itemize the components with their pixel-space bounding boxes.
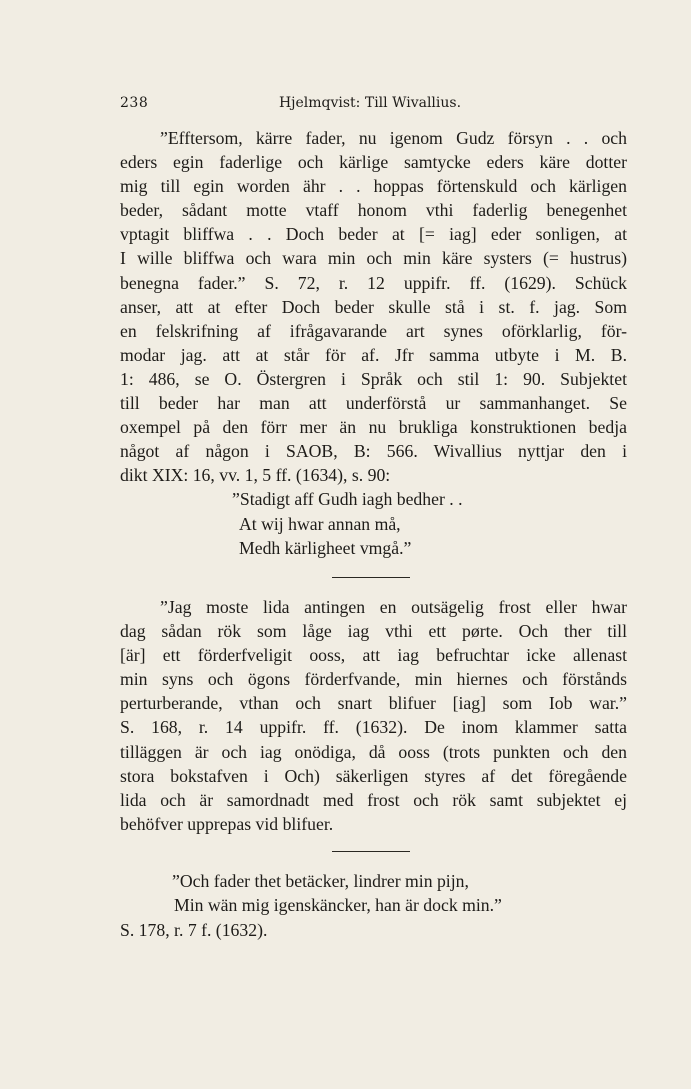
text-line: behöfver upprepas vid blifuer. xyxy=(120,813,334,834)
text-line: beder, sådant motte vtaff honom vthi faderlig benegenhet xyxy=(120,200,627,221)
text-line: mig till egin worden ähr . . hoppas förtenskuld och kärligen xyxy=(120,176,627,197)
verse-line: ”Och fader thet betäcker, lindrer min pijn, xyxy=(172,871,469,891)
text-line: 1: 486, se O. Östergren i Språk och stil 1: 90. Subjektet xyxy=(120,368,627,389)
text-line: lida och är samordnadt med frost och rök samt subjektet ej xyxy=(120,789,627,810)
text-line: en felskrifning af ifrågavarande art synes oförklarlig, för- xyxy=(120,320,627,341)
text-line: benegna fader.” S. 72, r. 12 uppifr. ff. (1629). Schück xyxy=(120,272,627,293)
section-3 xyxy=(120,869,627,942)
section-2 xyxy=(120,595,627,836)
section-divider xyxy=(332,577,410,578)
section-1 xyxy=(120,126,627,560)
text-line: ”Efftersom, kärre fader, nu igenom Gudz försyn . . och xyxy=(160,128,627,148)
verse-line: Min wän mig igenskäncker, han är dock min.” xyxy=(174,895,502,916)
text-line: till beder har man att underförstå ur sammanhanget. Se xyxy=(120,393,627,414)
section-divider xyxy=(332,851,410,852)
paragraph-2 xyxy=(120,595,627,836)
running-title: Hjelmqvist: Till Wivallius. xyxy=(278,95,462,111)
text-line: tilläggen är och iag onödiga, då ooss (trots punkten och den xyxy=(120,741,627,762)
verse-line: Medh kärligheet vmgå.” xyxy=(239,538,412,558)
verse-quote-2 xyxy=(120,869,627,942)
text-line: dag sådan rök som låge iag vthi ett pørte. Och ther till xyxy=(120,621,627,642)
citation: S. 178, r. 7 f. (1632). xyxy=(120,919,268,940)
verse-quote-1 xyxy=(120,487,627,560)
text-line: ”Jag moste lida antingen en outsägelig frost eller hwar xyxy=(160,597,627,617)
page-number: 238 xyxy=(120,95,149,111)
text-line: perturberande, vthan och snart blifuer [iag] som Iob war.” xyxy=(120,693,627,714)
text-line: stora bokstafven i Och) säkerligen styres af det föregående xyxy=(120,765,627,786)
text-line: [är] ett förderfveligit ooss, att iag befruchtar icke allenast xyxy=(120,645,627,666)
text-line: min syns och ögons förderfvande, min hiernes och förstånds xyxy=(120,669,627,690)
text-line: S. 168, r. 14 uppifr. ff. (1632). De inom klammer satta xyxy=(120,717,627,738)
text-line: dikt XIX: 16, vv. 1, 5 ff. (1634), s. 90: xyxy=(120,465,391,486)
verse-line: ”Stadigt aff Gudh iagh bedher . . xyxy=(232,489,463,510)
verse-line: At wij hwar annan må, xyxy=(239,513,401,534)
text-line: anser, att at efter Doch beder skulle stå i st. f. jag. Som xyxy=(120,296,627,317)
paragraph-1 xyxy=(120,126,627,487)
text-line: eders egin faderlige och kärlige samtycke eders käre dotter xyxy=(120,152,627,173)
text-line: något af någon i SAOB, B: 566. Wivallius nyttjar den i xyxy=(120,441,627,462)
text-line: oxempel på den förr mer än nu brukliga konstruktionen bedja xyxy=(120,417,627,438)
text-line: modar jag. att at står för af. Jfr samma utbyte i M. B. xyxy=(120,344,627,365)
page-header xyxy=(120,91,620,115)
text-line: vptagit bliffwa . . Doch beder at [= iag] eder sonligen, at xyxy=(120,224,627,245)
text-line: I wille bliffwa och wara min och min käre systers (= hustrus) xyxy=(120,248,627,269)
